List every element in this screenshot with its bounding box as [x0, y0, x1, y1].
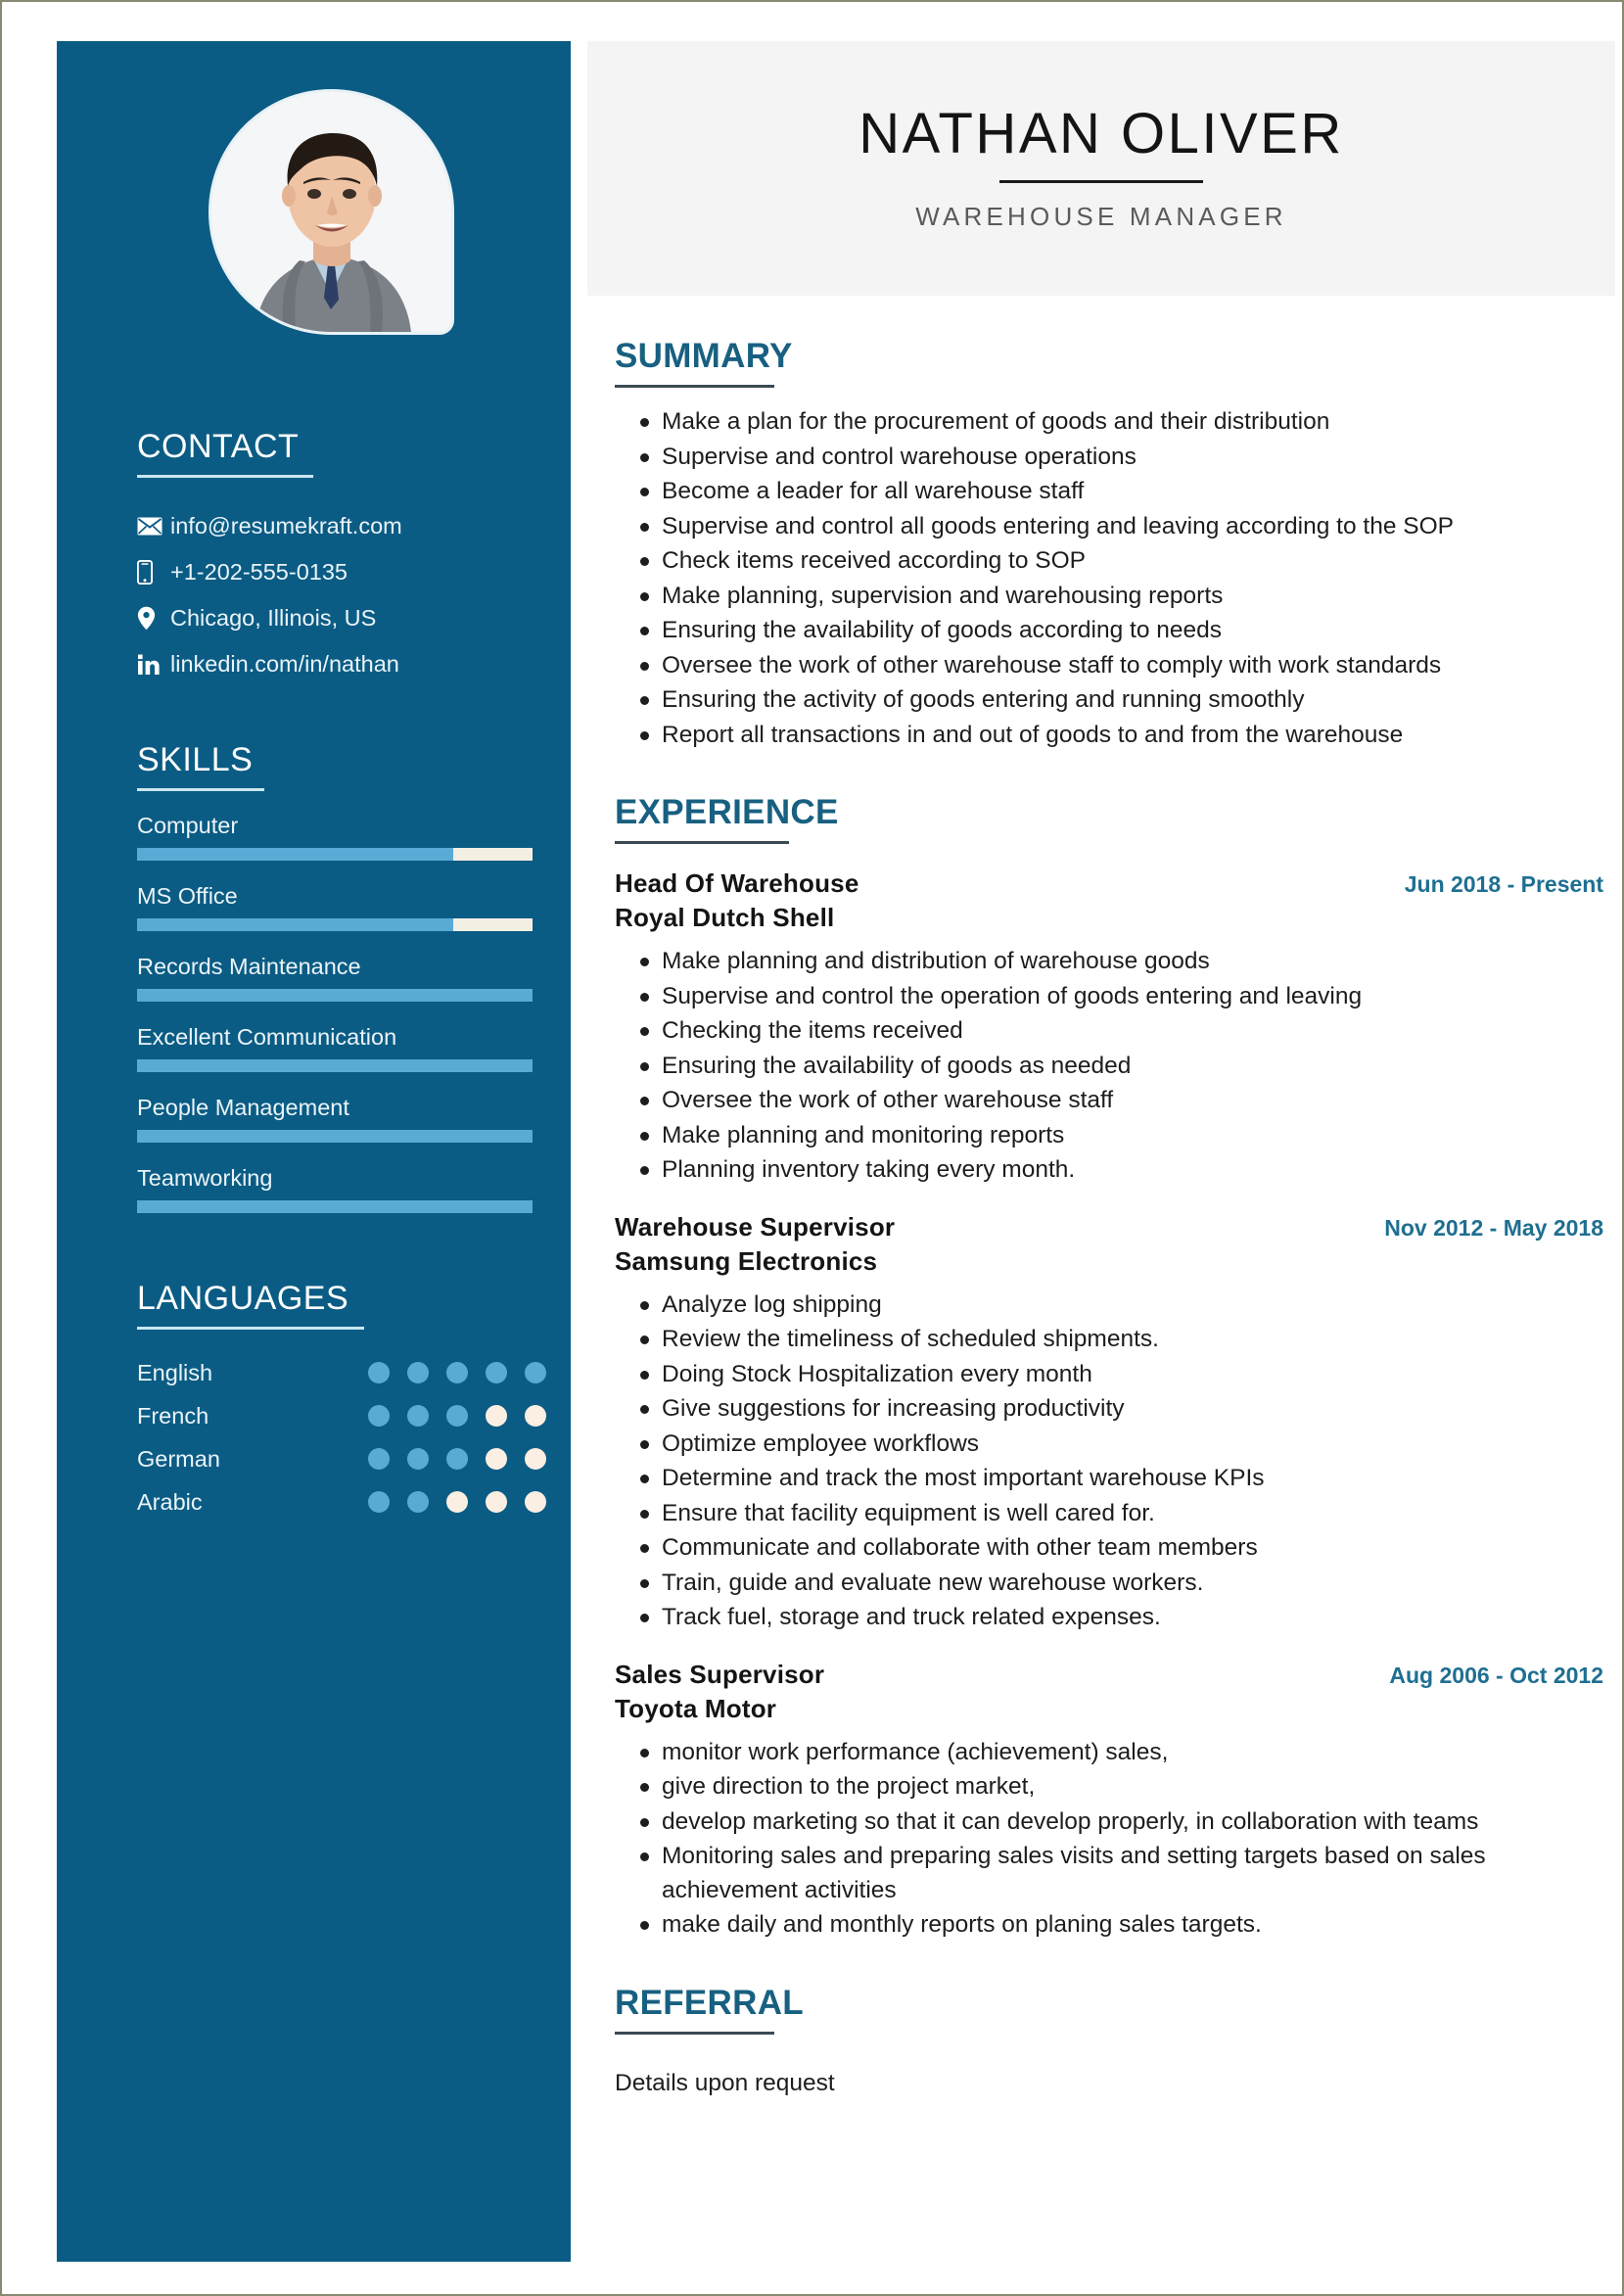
- languages-list: [137, 1351, 548, 1523]
- languages-section: [137, 1280, 548, 1523]
- contact-list: [137, 503, 548, 687]
- rating-dot-filled: [446, 1405, 468, 1427]
- bullet-item: make daily and monthly reports on planing sales targets.: [615, 1908, 1615, 1943]
- email-icon: [137, 517, 170, 536]
- experience-job-title: Head Of Warehouse: [615, 868, 859, 898]
- contact-email-value: info@resumekraft.com: [170, 513, 402, 539]
- rating-dot-empty: [525, 1405, 546, 1427]
- skill-label: Records Maintenance: [137, 954, 361, 979]
- bullet-item: Give suggestions for increasing productivity: [615, 1392, 1615, 1427]
- experience-entry-header: [615, 1660, 1615, 1690]
- language-label: German: [137, 1445, 220, 1472]
- profile-photo: [211, 92, 451, 332]
- bullet-item: Checking the items received: [615, 1014, 1615, 1049]
- skill-item: [137, 1095, 548, 1143]
- bullet-item: Make a plan for the procurement of goods and their distribution: [615, 405, 1615, 440]
- skill-bar-fill: [137, 1059, 533, 1072]
- experience-heading-rule: [615, 841, 789, 844]
- bullet-item: monitor work performance (achievement) sales,: [615, 1736, 1615, 1770]
- contact-section: [137, 428, 548, 687]
- bullet-item: Determine and track the most important warehouse KPIs: [615, 1462, 1615, 1496]
- bullet-item: give direction to the project market,: [615, 1770, 1615, 1804]
- experience-bullets: [615, 1736, 1615, 1943]
- experience-job-title: Sales Supervisor: [615, 1659, 825, 1689]
- language-rating: [368, 1448, 546, 1470]
- bullet-item: Planning inventory taking every month.: [615, 1153, 1615, 1188]
- language-rating: [368, 1405, 546, 1427]
- bullet-item: Oversee the work of other warehouse staff to comply with work standards: [615, 649, 1615, 683]
- skill-label: Computer: [137, 813, 239, 838]
- bullet-item: Analyze log shipping: [615, 1289, 1615, 1323]
- rating-dot-filled: [368, 1448, 390, 1470]
- skill-bar-track: [137, 989, 533, 1002]
- referral-heading-rule: [615, 2032, 774, 2035]
- bullet-item: Ensuring the availability of goods according to needs: [615, 614, 1615, 648]
- skill-bar-fill: [137, 1130, 533, 1143]
- contact-item-linkedin[interactable]: [137, 641, 548, 687]
- contact-item-phone[interactable]: [137, 549, 548, 595]
- experience-entry-header: [615, 868, 1615, 899]
- bullet-item: Check items received according to SOP: [615, 544, 1615, 579]
- experience-company: Samsung Electronics: [615, 1245, 878, 1276]
- main-content: [587, 41, 1615, 2097]
- bullet-item: Track fuel, storage and truck related expenses.: [615, 1601, 1615, 1635]
- experience-bullets: [615, 1289, 1615, 1635]
- rating-dot-empty: [446, 1491, 468, 1513]
- phone-icon: [137, 560, 170, 585]
- bullet-item: Oversee the work of other warehouse staff: [615, 1084, 1615, 1118]
- skill-bar-track: [137, 918, 533, 931]
- bullet-item: Make planning and monitoring reports: [615, 1119, 1615, 1153]
- skills-heading-rule: [137, 788, 264, 791]
- language-rating: [368, 1362, 546, 1383]
- bullet-item: Ensuring the availability of goods as needed: [615, 1050, 1615, 1084]
- contact-phone-value: +1-202-555-0135: [170, 559, 348, 585]
- rating-dot-empty: [525, 1448, 546, 1470]
- rating-dot-filled: [407, 1405, 429, 1427]
- rating-dot-empty: [486, 1491, 507, 1513]
- bullet-item: Supervise and control warehouse operations: [615, 441, 1615, 475]
- bullet-item: Train, guide and evaluate new warehouse workers.: [615, 1567, 1615, 1601]
- experience-company: Toyota Motor: [615, 1693, 777, 1723]
- summary-bullets: [615, 405, 1615, 752]
- skill-label: Teamworking: [137, 1165, 273, 1191]
- rating-dot-filled: [368, 1405, 390, 1427]
- bullet-item: Make planning and distribution of warehouse goods: [615, 945, 1615, 979]
- resume-sheet: [29, 20, 1603, 2262]
- referral-heading: REFERRAL: [615, 1983, 804, 2022]
- referral-text: Details upon request: [615, 2069, 835, 2096]
- name-divider: [999, 180, 1203, 183]
- summary-section: [615, 337, 1615, 752]
- skill-bar-track: [137, 848, 533, 861]
- contact-location-value: Chicago, Illinois, US: [170, 605, 377, 631]
- linkedin-icon: [137, 653, 170, 677]
- skill-item: [137, 813, 548, 861]
- rating-dot-filled: [446, 1448, 468, 1470]
- rating-dot-empty: [486, 1448, 507, 1470]
- language-rating: [368, 1491, 546, 1513]
- languages-heading: LANGUAGES: [137, 1280, 349, 1317]
- skill-bar-fill: [137, 918, 453, 931]
- referral-section: [615, 1984, 1615, 2097]
- contact-linkedin-value: linkedin.com/in/nathan: [170, 651, 399, 677]
- skills-list: [137, 813, 548, 1213]
- experience-heading: EXPERIENCE: [615, 793, 839, 831]
- contact-item-location[interactable]: [137, 595, 548, 641]
- experience-company: Royal Dutch Shell: [615, 903, 835, 932]
- skill-bar-fill: [137, 848, 453, 861]
- bullet-item: Review the timeliness of scheduled shipments.: [615, 1323, 1615, 1357]
- page-title: NATHAN OLIVER: [858, 101, 1344, 165]
- bullet-item: Ensure that facility equipment is well cared for.: [615, 1497, 1615, 1531]
- skill-item: [137, 954, 548, 1002]
- contact-item-email[interactable]: [137, 503, 548, 549]
- language-label: English: [137, 1359, 213, 1385]
- languages-heading-rule: [137, 1327, 364, 1330]
- experience-job-dates: Aug 2006 - Oct 2012: [1389, 1662, 1603, 1688]
- skill-label: People Management: [137, 1095, 349, 1120]
- rating-dot-filled: [525, 1362, 546, 1383]
- bullet-item: Communicate and collaborate with other team members: [615, 1531, 1615, 1566]
- language-label: Arabic: [137, 1488, 203, 1515]
- experience-job-dates: Nov 2012 - May 2018: [1384, 1214, 1603, 1241]
- rating-dot-filled: [368, 1362, 390, 1383]
- bullet-item: Monitoring sales and preparing sales visits and setting targets based on sales achievement activities: [615, 1840, 1615, 1907]
- skills-heading: SKILLS: [137, 741, 254, 778]
- bullet-item: Make planning, supervision and warehousing reports: [615, 580, 1615, 614]
- experience-job-dates: Jun 2018 - Present: [1404, 871, 1603, 897]
- experience-entry: [615, 868, 1615, 1188]
- experience-job-title: Warehouse Supervisor: [615, 1211, 896, 1242]
- bullet-item: Supervise and control the operation of goods entering and leaving: [615, 980, 1615, 1014]
- contact-heading-rule: [137, 475, 313, 478]
- sidebar: [57, 41, 571, 2262]
- name-header: [587, 41, 1615, 296]
- rating-dot-filled: [486, 1362, 507, 1383]
- experience-entry: [615, 1212, 1615, 1635]
- skill-bar-track: [137, 1200, 533, 1213]
- language-row: [137, 1351, 548, 1394]
- rating-dot-empty: [486, 1405, 507, 1427]
- summary-heading-rule: [615, 385, 774, 388]
- experience-entry: [615, 1660, 1615, 1943]
- experience-entry-header: [615, 1212, 1615, 1242]
- rating-dot-filled: [407, 1491, 429, 1513]
- bullet-item: develop marketing so that it can develop properly, in collaboration with teams: [615, 1805, 1615, 1840]
- skill-bar-fill: [137, 989, 533, 1002]
- skill-bar-track: [137, 1130, 533, 1143]
- summary-heading: SUMMARY: [615, 337, 793, 375]
- avatar: [211, 92, 451, 332]
- skill-label: Excellent Communication: [137, 1024, 397, 1050]
- skill-label: MS Office: [137, 883, 238, 909]
- bullet-item: Report all transactions in and out of goods to and from the warehouse: [615, 719, 1615, 753]
- rating-dot-empty: [525, 1491, 546, 1513]
- bullet-item: Become a leader for all warehouse staff: [615, 475, 1615, 509]
- language-row: [137, 1480, 548, 1523]
- experience-section: [615, 793, 1615, 1943]
- contact-heading: CONTACT: [137, 428, 300, 465]
- profile-photo-illustration: [211, 92, 451, 332]
- rating-dot-filled: [446, 1362, 468, 1383]
- skill-item: [137, 1165, 548, 1213]
- rating-dot-filled: [407, 1448, 429, 1470]
- bullet-item: Ensuring the activity of goods entering and running smoothly: [615, 683, 1615, 718]
- rating-dot-filled: [368, 1491, 390, 1513]
- sections-wrapper: [587, 337, 1615, 2097]
- skill-item: [137, 1024, 548, 1072]
- bullet-item: Doing Stock Hospitalization every month: [615, 1358, 1615, 1392]
- skill-bar-fill: [137, 1200, 533, 1213]
- rating-dot-filled: [407, 1362, 429, 1383]
- skill-bar-track: [137, 1059, 533, 1072]
- job-title-subtitle: WAREHOUSE MANAGER: [915, 202, 1287, 232]
- skill-item: [137, 883, 548, 931]
- bullet-item: Supervise and control all goods entering and leaving according to the SOP: [615, 510, 1615, 544]
- bullet-item: Optimize employee workflows: [615, 1428, 1615, 1462]
- language-label: French: [137, 1402, 209, 1429]
- skills-section: [137, 741, 548, 1236]
- experience-bullets: [615, 945, 1615, 1188]
- location-icon: [137, 606, 170, 631]
- language-row: [137, 1437, 548, 1480]
- language-row: [137, 1394, 548, 1437]
